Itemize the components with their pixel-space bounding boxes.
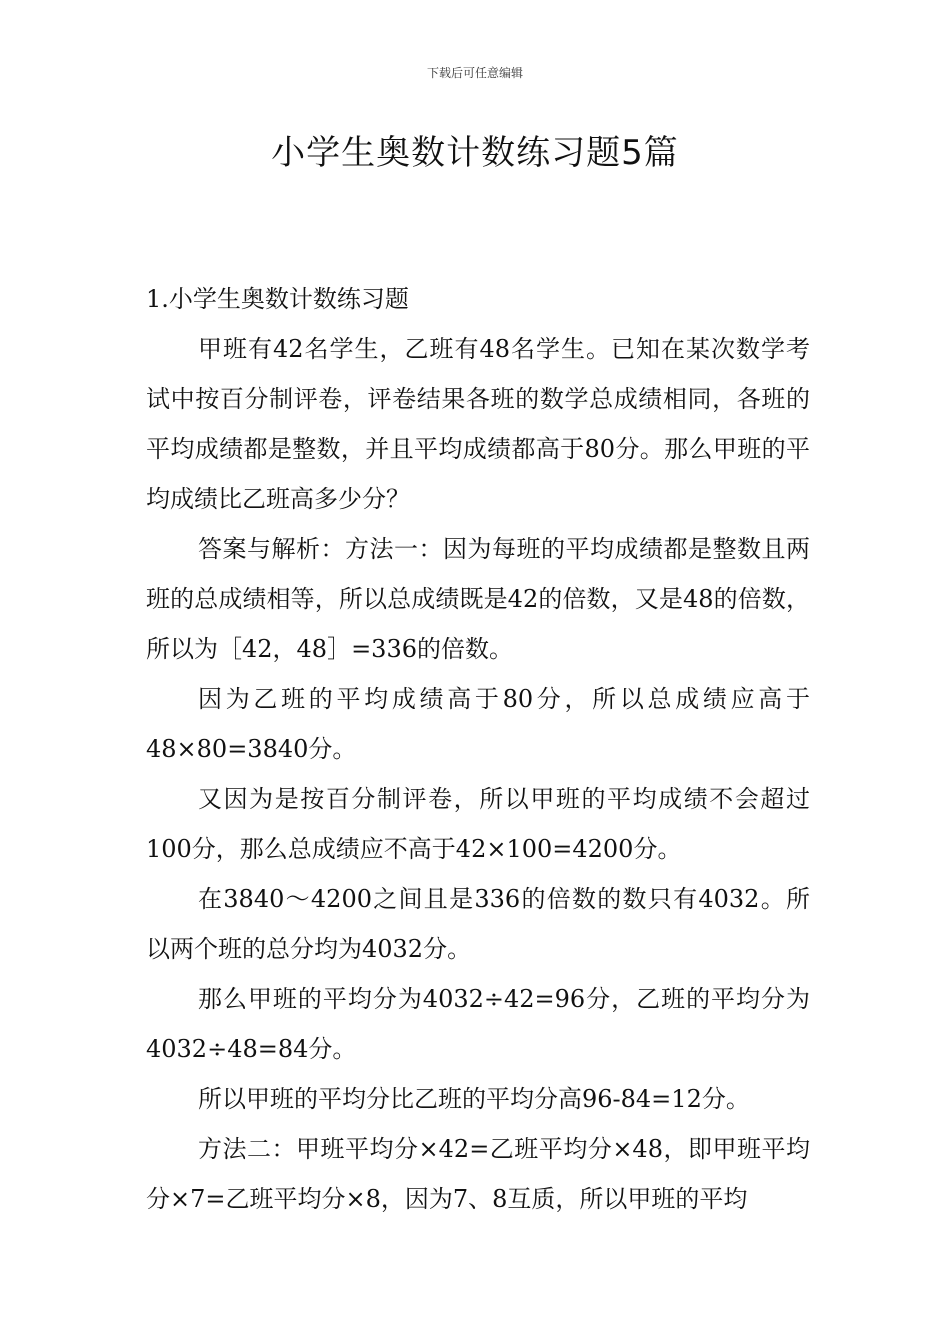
section-heading: 1.小学生奥数计数练习题: [146, 285, 409, 313]
document-body: [146, 274, 810, 1224]
body-paragraph: 那么甲班的平均分为4032÷42=96分，乙班的平均分为4032÷48=84分。: [146, 985, 810, 1063]
body-paragraph: 所以甲班的平均分比乙班的平均分高96-84=12分。: [198, 1085, 750, 1113]
page-header-note: 下载后可任意编辑: [426, 66, 523, 80]
method-two-paragraph: 方法二：甲班平均分×42=乙班平均分×48，即甲班平均分×7=乙班平均分×8，因为7、8互质，所以甲班的平均: [146, 1135, 810, 1213]
body-paragraph: 在3840～4200之间且是336的倍数的数只有4032。所以两个班的总分均为4032分。: [146, 885, 810, 963]
answer-method-one-paragraph: 答案与解析：方法一：因为每班的平均成绩都是整数且两班的总成绩相等，所以总成绩既是42的倍数，又是48的倍数，所以为［42，48］=336的倍数。: [146, 535, 810, 663]
body-paragraph: 又因为是按百分制评卷，所以甲班的平均成绩不会超过100分，那么总成绩应不高于42×100=4200分。: [146, 785, 810, 863]
body-paragraph: 因为乙班的平均成绩高于80分，所以总成绩应高于48×80=3840分。: [146, 685, 810, 763]
problem-paragraph: 甲班有42名学生，乙班有48名学生。已知在某次数学考试中按百分制评卷，评卷结果各班的数学总成绩相同，各班的平均成绩都是整数，并且平均成绩都高于80分。那么甲班的平均成绩比乙班高多少分？: [146, 335, 810, 513]
document-title: 小学生奥数计数练习题5篇: [271, 133, 679, 173]
